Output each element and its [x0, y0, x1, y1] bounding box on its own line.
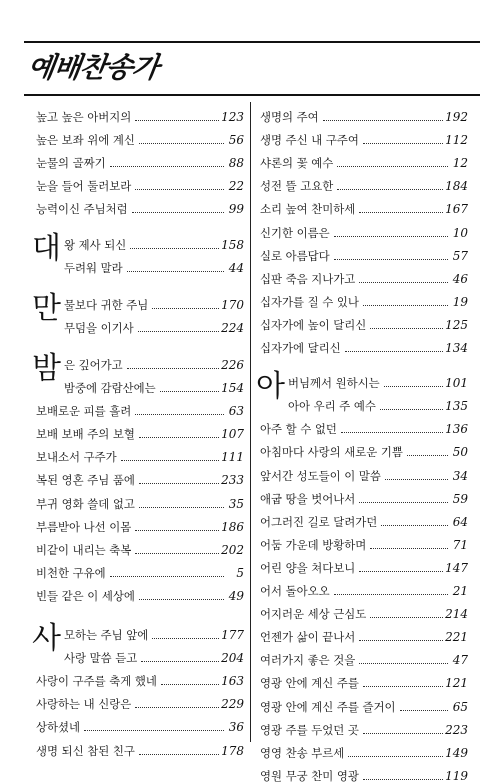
entry-title: 십자가에 달리신	[260, 341, 341, 355]
index-entry	[260, 218, 468, 240]
entry-title: 높고 높은 아버지의	[36, 110, 132, 124]
index-entry	[36, 350, 244, 372]
entry-page-number: 107	[221, 427, 244, 442]
entry-title: 보배 보배 주의 보혈	[36, 427, 135, 442]
index-entry	[36, 620, 244, 642]
entry-title: 영광 안에 계신 주를	[260, 676, 359, 691]
entry-page-number: 233	[221, 473, 244, 488]
entry-title: 사랑 말씀 듣고	[64, 651, 138, 666]
entry-title: 어서 돌아오오	[260, 584, 330, 598]
entry-page-number: 154	[221, 381, 244, 395]
dot-leader	[359, 282, 448, 283]
entry-title: 십자가를 질 수 있나	[260, 294, 359, 309]
entry-page-number: 21	[452, 584, 468, 598]
section-initial-letter: 아	[256, 369, 285, 405]
section-initial-letter: 밤	[32, 350, 61, 386]
index-entry	[260, 530, 468, 552]
entry-page-number: 56	[228, 133, 244, 148]
index-entry	[36, 230, 244, 252]
index-entry	[260, 692, 468, 714]
dot-leader	[139, 754, 219, 755]
entry-title: 앞서간 성도들이 이 말씀	[260, 468, 381, 483]
index-entry	[260, 437, 468, 459]
entry-title: 밤중에 감람산에는	[64, 381, 156, 395]
dot-leader	[380, 409, 443, 410]
dot-leader	[337, 166, 448, 167]
entry-page-number: 229	[221, 697, 244, 712]
entry-page-number: 59	[452, 491, 468, 506]
entry-title: 십판 죽음 지나가고	[260, 271, 356, 286]
entry-title: 어둠 가운데 방황하며	[260, 537, 367, 552]
index-entry	[260, 391, 468, 413]
entry-page-number: 65	[452, 699, 468, 714]
index-entry	[36, 689, 244, 711]
entry-page-number: 88	[228, 156, 244, 171]
entry-title: 사랑이 구주를 축게 했네	[36, 674, 157, 689]
entry-page-number: 125	[445, 317, 468, 332]
entry-page-number: 47	[452, 653, 468, 668]
entry-title: 능력이신 주님처럼	[36, 202, 128, 217]
entry-page-number: 202	[221, 542, 244, 557]
index-entry	[36, 558, 244, 580]
entry-title: 실로 아름답다	[260, 248, 330, 263]
index-entry	[260, 148, 468, 170]
dot-leader	[160, 391, 219, 392]
dot-leader	[385, 479, 448, 480]
entry-page-number: 192	[445, 110, 468, 124]
entry-page-number: 19	[452, 294, 468, 309]
page-heading: 예배찬송가	[25, 51, 161, 84]
index-entry	[260, 287, 468, 309]
dot-leader	[407, 455, 448, 456]
entry-title: 영광 안에 계신 주를 즐거이	[260, 699, 396, 714]
entry-page-number: 177	[221, 628, 244, 642]
index-entry	[260, 668, 468, 690]
entry-title: 부름받아 나선 이몸	[36, 519, 132, 534]
entry-title: 샤론의 꽃 예수	[260, 156, 334, 171]
entry-title: 성전 뜰 고요한	[260, 179, 334, 194]
entry-page-number: 135	[445, 399, 468, 414]
dot-leader	[139, 483, 219, 484]
dot-leader	[139, 437, 219, 438]
dot-leader	[132, 212, 224, 213]
entry-page-number: 111	[221, 450, 244, 465]
dot-leader	[135, 553, 219, 554]
entry-title: 물보다 귀한 주님	[64, 297, 149, 312]
dot-leader	[152, 308, 219, 309]
entry-page-number: 134	[445, 341, 468, 355]
index-entry	[260, 264, 468, 286]
entry-page-number: 163	[221, 674, 244, 689]
entry-title: 빈들 같은 이 세상에	[36, 588, 135, 603]
entry-page-number: 204	[221, 651, 244, 666]
index-entry	[36, 465, 244, 487]
index-entry	[260, 102, 468, 124]
index-entry	[36, 643, 244, 665]
dot-leader	[84, 730, 224, 731]
index-entry	[260, 310, 468, 332]
dot-leader	[138, 331, 219, 332]
entry-page-number: 186	[221, 519, 244, 534]
dot-leader	[363, 305, 448, 306]
entry-title: 눈물의 골짜기	[36, 156, 106, 171]
dot-leader	[359, 663, 448, 664]
dot-leader	[139, 599, 224, 600]
entry-page-number: 167	[445, 202, 468, 217]
entry-title: 보내소서 구주가	[36, 450, 117, 465]
entry-page-number: 149	[445, 745, 468, 760]
entry-page-number: 101	[445, 376, 468, 391]
index-entry	[36, 396, 244, 418]
dot-leader	[110, 166, 224, 167]
entry-page-number: 36	[228, 720, 244, 735]
dot-leader	[152, 638, 219, 639]
entry-title: 높은 보좌 위에 계신	[36, 133, 135, 148]
entry-page-number: 99	[228, 202, 244, 217]
index-entry	[36, 373, 244, 395]
index-entry	[260, 645, 468, 667]
entry-page-number: 119	[445, 768, 468, 783]
entry-page-number: 12	[452, 156, 468, 171]
index-entry	[260, 761, 468, 783]
index-entry	[36, 290, 244, 312]
entry-page-number: 44	[228, 260, 244, 275]
dot-leader	[363, 143, 443, 144]
entry-title: 은 깊어가고	[64, 357, 123, 372]
entry-page-number: 184	[445, 179, 468, 194]
entry-page-number: 35	[228, 496, 244, 511]
dot-leader	[359, 571, 443, 572]
index-entry	[36, 102, 244, 124]
section-initial-letter: 만	[32, 290, 61, 326]
entry-title: 소리 높여 찬미하세	[260, 202, 356, 217]
entry-title: 어린 양을 쳐다보니	[260, 560, 356, 575]
dot-leader	[135, 414, 224, 415]
index-entry	[36, 148, 244, 170]
dot-leader	[334, 594, 448, 595]
dot-leader	[370, 328, 443, 329]
index-entry	[260, 738, 468, 760]
entry-title: 영광 주를 두었던 곳	[260, 722, 359, 737]
entry-title: 보배로운 피를 흘려	[36, 404, 132, 419]
entry-title: 생명 되신 참된 친구	[36, 743, 135, 758]
column-divider	[250, 102, 251, 742]
entry-title: 생명의 주여	[260, 110, 319, 124]
index-entry	[260, 599, 468, 621]
entry-page-number: 226	[221, 357, 244, 372]
entry-title: 눈을 들어 둘러보라	[36, 179, 132, 194]
index-entry	[36, 736, 244, 758]
index-entry	[36, 125, 244, 147]
entry-title: 비같이 내리는 축복	[36, 542, 132, 557]
index-entry	[260, 576, 468, 598]
dot-leader	[359, 212, 443, 213]
entry-page-number: 136	[445, 422, 468, 437]
entry-page-number: 22	[228, 179, 244, 194]
entry-title: 아아 우리 주 예수	[288, 399, 376, 414]
index-entry	[36, 489, 244, 511]
dot-leader	[359, 640, 443, 641]
dot-leader	[334, 259, 448, 260]
entry-title: 왕 제사 되신	[64, 237, 127, 252]
dot-leader	[381, 525, 448, 526]
entry-title: 영영 찬송 부르세	[260, 745, 345, 760]
dot-leader	[370, 617, 443, 618]
dot-leader	[130, 248, 219, 249]
dot-leader	[110, 576, 224, 577]
entry-title: 언젠가 삶이 끝나서	[260, 630, 356, 645]
entry-page-number: 121	[445, 676, 468, 691]
index-entry	[260, 461, 468, 483]
dot-leader	[359, 502, 448, 503]
entry-page-number: 71	[452, 537, 468, 552]
dot-leader	[127, 271, 224, 272]
entry-page-number: 170	[221, 297, 244, 312]
dot-leader	[370, 548, 448, 549]
dot-leader	[348, 756, 443, 757]
dot-leader	[363, 779, 443, 780]
dot-leader	[384, 386, 443, 387]
index-entry	[36, 442, 244, 464]
entry-page-number: 10	[452, 225, 468, 240]
entry-page-number: 223	[445, 722, 468, 737]
entry-title: 무덤을 이기사	[64, 320, 134, 335]
entry-page-number: 147	[445, 560, 468, 575]
entry-title: 부귀 영화 쓸데 없고	[36, 496, 135, 511]
dot-leader	[323, 120, 443, 121]
entry-title: 십자가에 높이 달리신	[260, 317, 367, 332]
dot-leader	[135, 530, 219, 531]
dot-leader	[334, 236, 448, 237]
index-entry	[260, 241, 468, 263]
index-entry	[36, 712, 244, 734]
entry-title: 상하셨네	[36, 720, 81, 735]
index-entry	[36, 194, 244, 216]
index-entry	[260, 171, 468, 193]
entry-page-number: 5	[236, 565, 244, 580]
entry-page-number: 50	[452, 445, 468, 460]
index-entry	[260, 194, 468, 216]
entry-title: 비천한 구유에	[36, 565, 106, 580]
entry-title: 아침마다 사랑의 새로운 기쁨	[260, 445, 403, 460]
index-entry	[260, 553, 468, 575]
dot-leader	[135, 189, 224, 190]
index-entry	[260, 484, 468, 506]
index-entry	[36, 313, 244, 335]
dot-leader	[363, 733, 443, 734]
index-entry	[260, 125, 468, 147]
dot-leader	[135, 707, 219, 708]
dot-leader	[161, 684, 219, 685]
entry-page-number: 46	[452, 271, 468, 286]
dot-leader	[135, 120, 219, 121]
index-entry	[36, 512, 244, 534]
entry-title: 어그러진 길로 달려가던	[260, 514, 378, 529]
dot-leader	[341, 432, 443, 433]
index-entry	[260, 507, 468, 529]
dot-leader	[363, 686, 443, 687]
entry-title: 여러가지 좋은 것을	[260, 653, 356, 668]
dot-leader	[345, 351, 443, 352]
index-entry	[36, 171, 244, 193]
heading-rule	[24, 94, 480, 96]
entry-page-number: 123	[221, 110, 244, 124]
entry-page-number: 158	[221, 237, 244, 252]
entry-page-number: 63	[228, 404, 244, 419]
entry-title: 모하는 주님 앞에	[64, 628, 149, 642]
index-entry	[36, 419, 244, 441]
entry-page-number: 64	[452, 514, 468, 529]
entry-page-number: 112	[445, 133, 468, 148]
section-initial-letter: 사	[32, 621, 61, 656]
entry-title: 버님께서 원하시는	[288, 376, 380, 391]
entry-page-number: 214	[445, 607, 468, 622]
entry-page-number: 221	[445, 630, 468, 645]
dot-leader	[337, 189, 443, 190]
dot-leader	[121, 460, 219, 461]
entry-title: 영원 무궁 찬미 영광	[260, 768, 359, 783]
entry-title: 신기한 이름은	[260, 225, 330, 240]
index-entry	[260, 622, 468, 644]
dot-leader	[127, 368, 219, 369]
entry-title: 복된 영혼 주님 품에	[36, 473, 135, 488]
entry-title: 애굽 땅을 벗어나서	[260, 491, 356, 506]
entry-title: 아주 할 수 없던	[260, 422, 337, 437]
entry-title: 두려워 말라	[64, 260, 123, 275]
index-entry	[36, 666, 244, 688]
dot-leader	[400, 710, 448, 711]
section-initial-letter: 대	[32, 230, 61, 266]
index-entry	[36, 535, 244, 557]
entry-page-number: 178	[221, 743, 244, 758]
index-entry	[260, 333, 468, 355]
dot-leader	[139, 143, 224, 144]
index-entry	[260, 368, 468, 390]
entry-page-number: 34	[452, 468, 468, 483]
top-rule	[24, 41, 480, 43]
index-entry	[260, 715, 468, 737]
entry-page-number: 224	[221, 320, 244, 335]
dot-leader	[141, 661, 219, 662]
entry-title: 어지러운 세상 근심도	[260, 607, 367, 622]
dot-leader	[139, 507, 224, 508]
entry-title: 사랑하는 내 신랑은	[36, 697, 132, 712]
index-entry	[36, 581, 244, 603]
index-entry	[36, 253, 244, 275]
entry-page-number: 49	[228, 588, 244, 603]
entry-page-number: 57	[452, 248, 468, 263]
index-entry	[260, 414, 468, 436]
entry-title: 생명 주신 내 구주여	[260, 133, 359, 148]
